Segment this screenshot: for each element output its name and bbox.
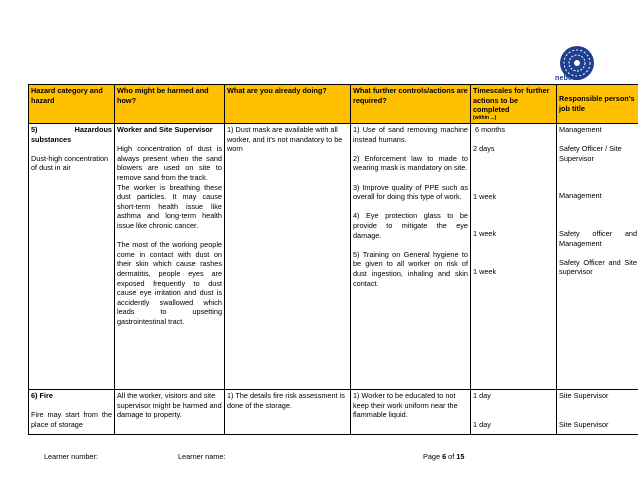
page-prefix: Page: [423, 452, 443, 461]
timescale-item: 1 week: [473, 229, 497, 239]
header-hazard: Hazard category and hazard: [29, 85, 115, 124]
timescale-item: 6 months: [475, 125, 506, 134]
timescale-item: 1 week: [473, 266, 497, 276]
header-responsible: Responsible person's job title: [557, 85, 638, 124]
header-timescales: [471, 85, 557, 124]
page-number: 6: [442, 452, 447, 461]
hazard-desc: Fire may start from the place of storage: [31, 410, 112, 429]
table-row: [29, 390, 638, 435]
responsible-item: Site Supervisor: [559, 419, 609, 429]
responsible-cell: [557, 124, 638, 390]
who-paragraph: The most of the working people come in contact with dust on their skin which cause rashes dermatitis, people eyes are exposed frequently to dust cause eye irritation and dust is accidently swallowed which leads to upsetting gastrointestinal tract.: [117, 240, 222, 326]
hazard-desc: Dust-high concentration of dust in air: [31, 153, 109, 173]
actions-cell: 1) Worker to be educated to not keep their work uniform near the flammable liquid.: [351, 390, 471, 435]
header-timescales-sub: (within ...): [473, 114, 497, 121]
risk-assessment-table: [28, 84, 638, 435]
responsible-item: Site Supervisor: [559, 391, 609, 400]
logo-text: nebosh: [555, 75, 582, 82]
timescale-item: 1 week: [473, 191, 497, 201]
responsible-item: Management: [559, 191, 602, 201]
header-timescales-label: Timescales for further actions to be completed: [473, 86, 550, 115]
table-row: [29, 124, 638, 390]
header-who: Who might be harmed and how?: [115, 85, 225, 124]
page-of: of: [446, 452, 457, 461]
doing-cell: 1) Dust mask are available with all worker, and it's not mandatory to be worn: [225, 124, 351, 390]
hazard-title: 6) Fire: [31, 391, 53, 400]
timescale-item: 1 day: [473, 391, 491, 400]
responsible-item: Safety Officer and Site supervisor: [559, 257, 637, 277]
timescale-item: 1 day: [473, 419, 491, 429]
header-doing: What are you already doing?: [225, 85, 351, 124]
hazard-cell: [29, 124, 115, 390]
action-item: 5) Training on General hygiene to be given to all worker on risk of dust ingestion, inhaling and skin contact.: [353, 249, 468, 288]
timescales-cell: [471, 124, 557, 390]
table-header-row: [29, 85, 638, 124]
action-item: 1) Use of sand removing machine instead humans.: [353, 125, 468, 144]
action-item: 3) Improve quality of PPE such as overall for doing this type of work.: [353, 182, 468, 202]
hazard-title: 5) Hazardous substances: [31, 125, 112, 144]
footer-page: [423, 452, 464, 461]
who-cell: [115, 124, 225, 390]
timescale-item: 2 days: [473, 144, 495, 154]
action-item: 4) Eye protection glass to be provide to mitigate the eye damage.: [353, 211, 468, 240]
footer-learner-name: Learner name:: [178, 452, 226, 461]
responsible-cell: [557, 390, 638, 435]
responsible-item: Management: [559, 125, 602, 134]
responsible-item: Safety officer and Management: [559, 228, 637, 248]
footer-learner-number: Learner number:: [44, 452, 98, 461]
responsible-item: Safety Officer / Site Supervisor: [559, 144, 622, 163]
header-further: What further controls/actions are required?: [351, 85, 471, 124]
page-total: 15: [456, 452, 465, 461]
who-cell: All the worker, visitors and site supervisor might be harmed and damage to property.: [115, 390, 225, 435]
timescales-cell: [471, 390, 557, 435]
who-paragraph: The worker is breathing these dust particles. It may cause short-term health issue like asthma and long-term health issue like chronic cancer.: [117, 182, 222, 230]
doing-cell: 1) The details fire risk assessment is done of the storage.: [225, 390, 351, 435]
who-title: Worker and Site Supervisor: [117, 125, 213, 134]
action-item: 2) Enforcement law to made to wearing mask is mandatory on site.: [353, 153, 468, 173]
actions-cell: [351, 124, 471, 390]
hazard-cell: [29, 390, 115, 435]
who-paragraph: High concentration of dust is always present when the sand blowers are used on site to remove sand from the track.: [117, 144, 222, 182]
